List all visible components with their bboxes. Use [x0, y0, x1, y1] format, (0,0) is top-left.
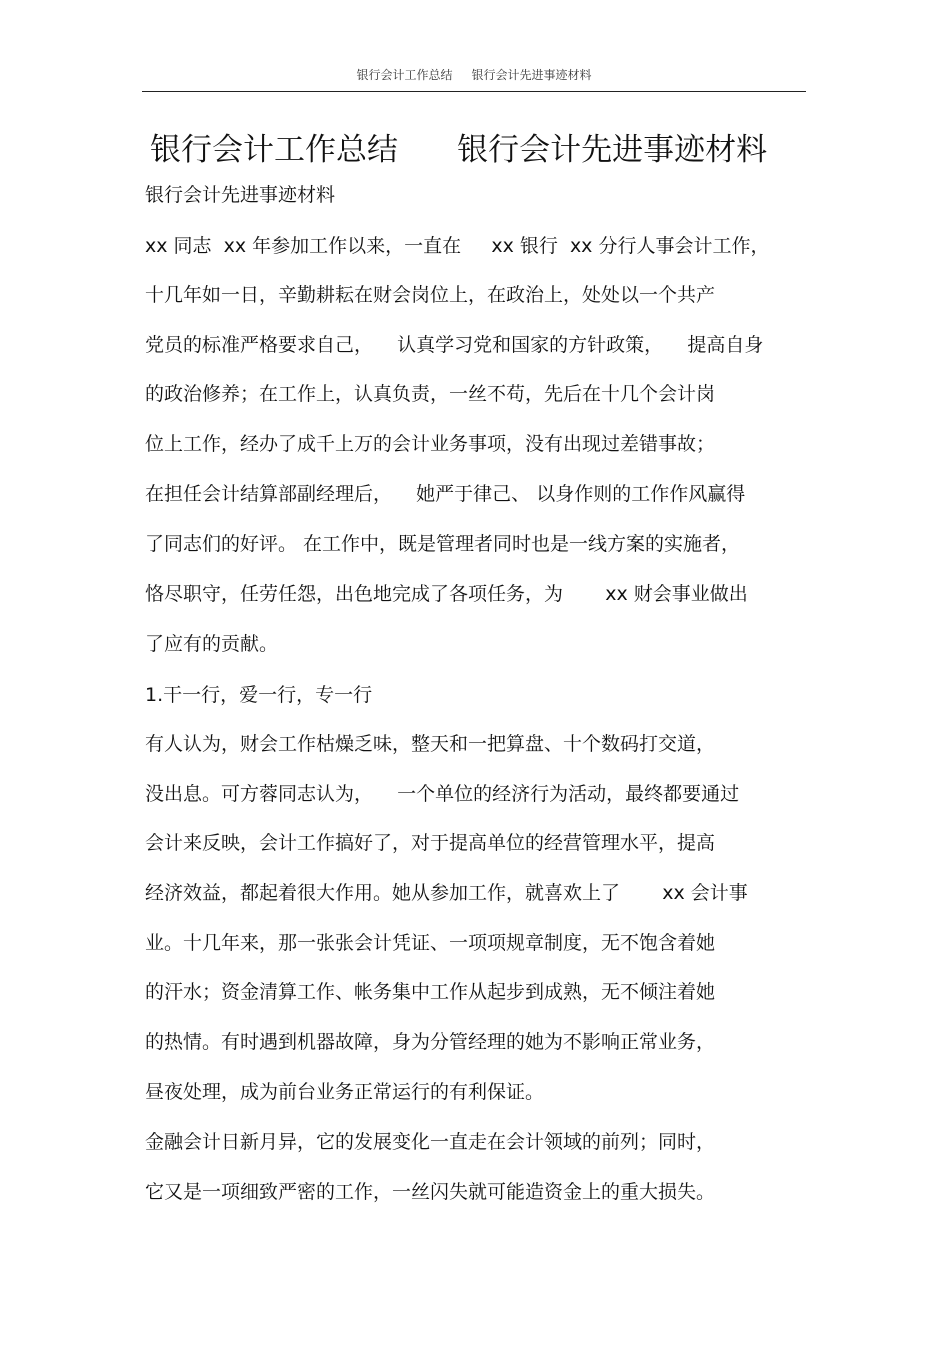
document-title: 银行会计工作总结 银行会计先进事迹材料: [150, 132, 768, 168]
body-line: 位上工作，经办了成千上万的会计业务事项，没有出现过差错事故；: [145, 433, 716, 455]
body-line: 昼夜处理，成为前台业务正常运行的有利保证。: [145, 1081, 545, 1103]
body-line: 金融会计日新月异，它的发展变化一直走在会计领域的前列；同时，: [145, 1131, 716, 1153]
body-line: 的汗水；资金清算工作、帐务集中工作从起步到成熟，无不倾注着她: [145, 981, 716, 1003]
body-line: 没出息。可方蓉同志认为， 一个单位的经济行为活动，最终都要通过: [145, 783, 740, 805]
section-heading: 1.干一行，爱一行，专一行: [145, 684, 373, 706]
body-line: 党员的标准严格要求自己， 认真学习党和国家的方针政策， 提高自身: [145, 334, 764, 356]
body-line: 的热情。有时遇到机器故障，身为分管经理的她为不影响正常业务，: [145, 1031, 716, 1053]
body-line: 在担任会计结算部副经理后， 她严于律己、 以身作则的工作作风赢得: [145, 483, 746, 505]
header-rule: [142, 91, 806, 92]
body-line: xx 同志 xx 年参加工作以来，一直在 xx 银行 xx 分行人事会计工作，: [145, 235, 770, 257]
body-line: 有人认为，财会工作枯燥乏味，整天和一把算盘、十个数码打交道，: [145, 733, 716, 755]
body-line: 了应有的贡献。: [145, 633, 279, 655]
body-line: 业。十几年来，那一张张会计凭证、一项项规章制度，无不饱含着她: [145, 932, 716, 954]
body-line: 恪尽职守，任劳任怨，出色地完成了各项任务，为 xx 财会事业做出: [145, 583, 748, 605]
body-line: 十几年如一日，辛勤耕耘在财会岗位上，在政治上，处处以一个共产: [145, 284, 716, 306]
document-subtitle: 银行会计先进事迹材料: [145, 184, 336, 206]
running-header: 银行会计工作总结 银行会计先进事迹材料: [356, 68, 592, 82]
body-line: 经济效益，都起着很大作用。她从参加工作，就喜欢上了 xx 会计事: [145, 882, 748, 904]
body-line: 了同志们的好评。 在工作中，既是管理者同时也是一线方案的实施者，: [145, 533, 741, 555]
body-line: 它又是一项细致严密的工作，一丝闪失就可能造资金上的重大损失。: [145, 1181, 716, 1203]
body-line: 的政治修养；在工作上，认真负责，一丝不苟，先后在十几个会计岗: [145, 383, 716, 405]
body-line: 会计来反映，会计工作搞好了，对于提高单位的经营管理水平，提高: [145, 832, 716, 854]
